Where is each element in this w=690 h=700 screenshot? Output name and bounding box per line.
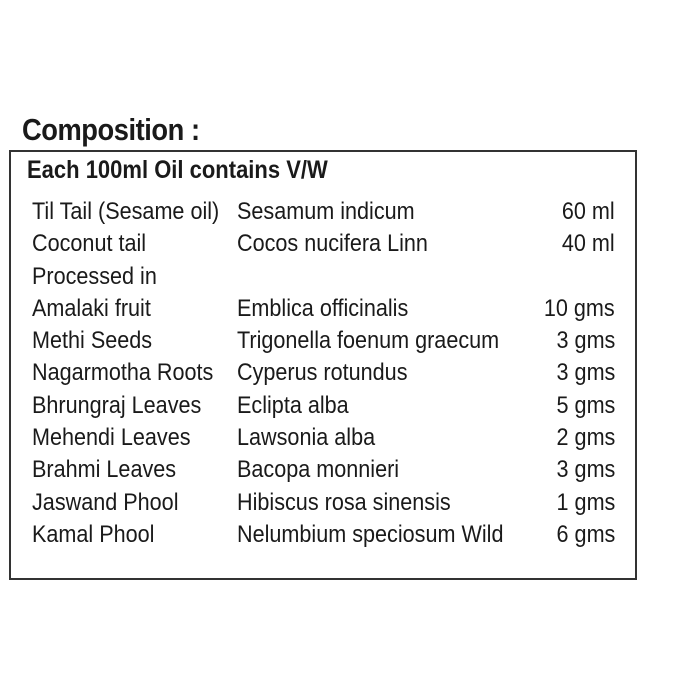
ingredient-row bbox=[11, 196, 635, 228]
ingredient-name: Processed in bbox=[32, 262, 157, 290]
ingredient-quantity: 1 gms bbox=[556, 488, 615, 516]
ingredient-quantity: 40 ml bbox=[562, 230, 615, 258]
ingredient-row bbox=[11, 357, 635, 389]
ingredient-quantity: 5 gms bbox=[556, 391, 615, 419]
ingredient-quantity: 3 gms bbox=[556, 327, 615, 355]
ingredient-quantity: 10 gms bbox=[544, 294, 615, 322]
ingredient-row bbox=[11, 454, 635, 486]
ingredient-botanical-name: Trigonella foenum graecum bbox=[237, 327, 500, 355]
ingredient-botanical-name: Bacopa monnieri bbox=[237, 456, 400, 484]
ingredient-botanical-name: Emblica officinalis bbox=[237, 294, 409, 322]
ingredient-botanical-name: Sesamum indicum bbox=[237, 198, 415, 225]
ingredient-name: Amalaki fruit bbox=[32, 294, 151, 322]
ingredient-row bbox=[11, 422, 635, 454]
ingredient-botanical-name: Eclipta alba bbox=[237, 391, 349, 419]
ingredient-botanical-name: Hibiscus rosa sinensis bbox=[237, 488, 451, 516]
ingredient-row bbox=[11, 390, 635, 422]
ingredient-row bbox=[11, 519, 635, 551]
ingredient-name: Brahmi Leaves bbox=[32, 456, 177, 484]
ingredient-list bbox=[11, 196, 635, 551]
ingredient-name: Mehendi Leaves bbox=[32, 424, 191, 452]
ingredient-quantity: 3 gms bbox=[556, 359, 615, 387]
ingredient-row bbox=[11, 325, 635, 357]
ingredient-name: Nagarmotha Roots bbox=[32, 359, 214, 387]
ingredient-botanical-name: Cyperus rotundus bbox=[237, 359, 408, 387]
composition-subheading: Each 100ml Oil contains V/W bbox=[27, 156, 328, 184]
ingredient-botanical-name: Nelumbium speciosum Wild bbox=[237, 520, 504, 548]
ingredient-quantity: 3 gms bbox=[556, 456, 615, 484]
ingredient-row bbox=[11, 293, 635, 325]
ingredient-name: Bhrungraj Leaves bbox=[32, 391, 202, 419]
composition-heading: Composition : bbox=[22, 112, 200, 147]
ingredient-name: Til Tail (Sesame oil) bbox=[32, 198, 220, 225]
ingredient-quantity: 60 ml bbox=[562, 198, 615, 225]
ingredient-name: Kamal Phool bbox=[32, 520, 155, 548]
ingredient-name: Jaswand Phool bbox=[32, 488, 179, 516]
ingredient-name: Methi Seeds bbox=[32, 327, 153, 355]
ingredient-quantity: 6 gms bbox=[556, 520, 615, 548]
ingredient-row bbox=[11, 261, 635, 293]
ingredient-row bbox=[11, 228, 635, 260]
composition-box bbox=[9, 150, 637, 580]
ingredient-quantity: 2 gms bbox=[556, 424, 615, 452]
ingredient-name: Coconut tail bbox=[32, 230, 147, 258]
ingredient-botanical-name: Cocos nucifera Linn bbox=[237, 230, 428, 258]
ingredient-botanical-name: Lawsonia alba bbox=[237, 424, 376, 452]
ingredient-row bbox=[11, 487, 635, 519]
